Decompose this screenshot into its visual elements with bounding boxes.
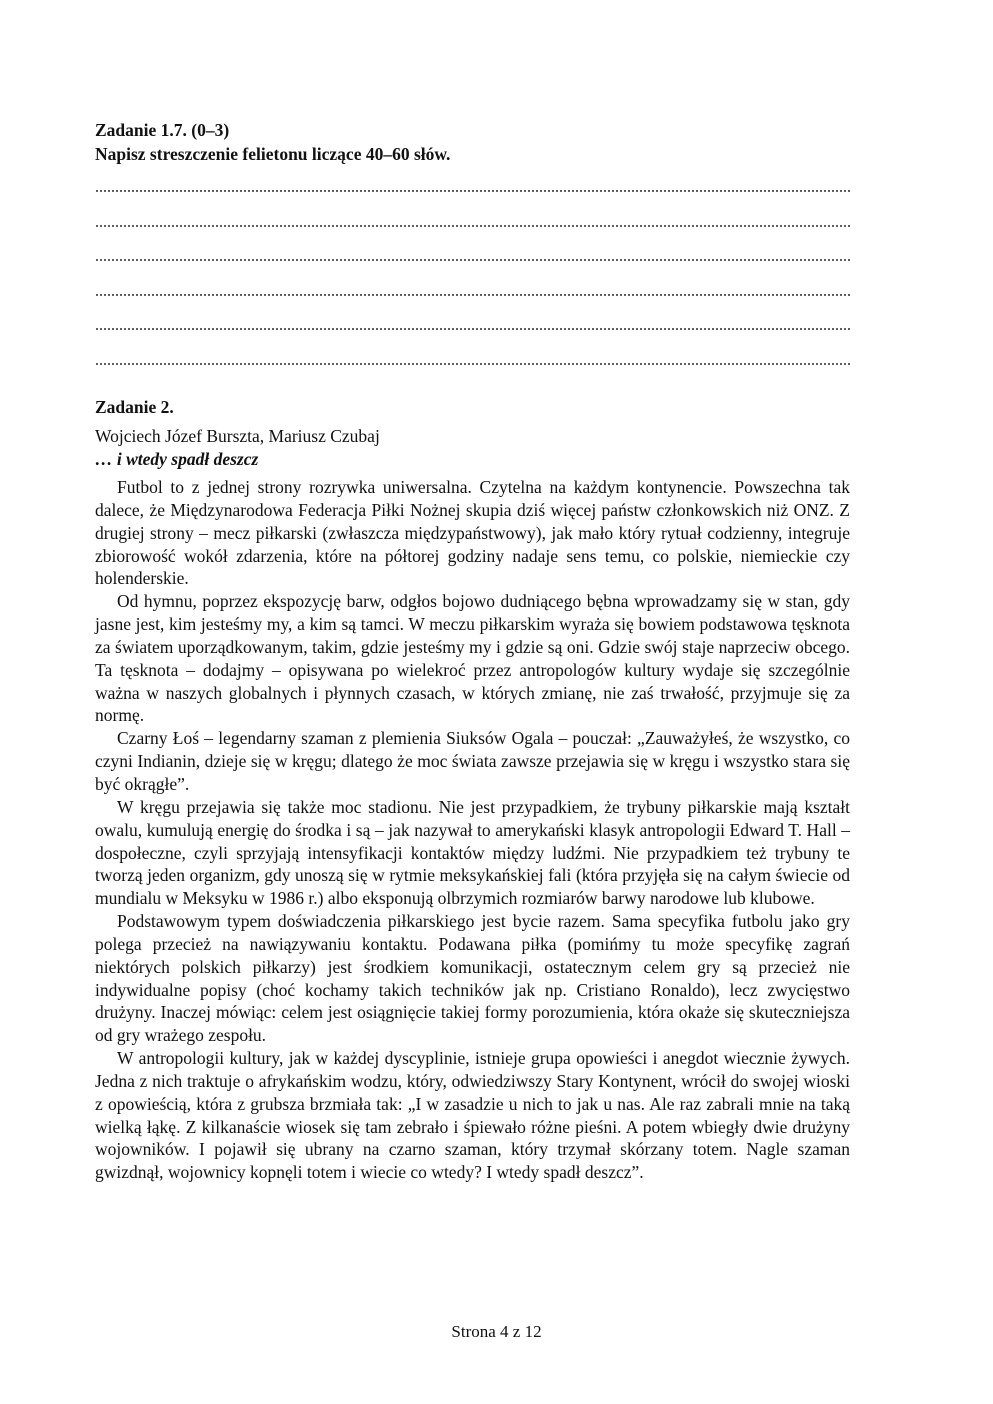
task-2-title: Zadanie 2. [95, 397, 174, 417]
article-paragraph-6: W antropologii kultury, jak w każdej dyscyplinie, istnieje grupa opowieści i anegdot wiecznie żywych. Jedna z nich traktuje o afrykańskim wodzu, który, odwiedziwszy Stary Kontynent, wrócił do swojej wioski z opowieścią, która z grubsza brzmiała tak: „I w zasadzie u nich to jak u nas. Ale raz zabrali mnie na taką wielką łąkę. Z kilkanaście wiosek się tam zebrało i śpiewało różne pieśni. A potem wbiegły dwie drużyny wojowników. I pojawił się ubrany na czarno szaman, który trzymał skórzany totem. Nagle szaman gwizdnął, wojownicy kopnęli totem i wiecie co wtedy? I wtedy spadł deszcz”. [95, 1048, 850, 1183]
answer-line-5[interactable] [95, 316, 850, 351]
answer-line-3[interactable] [95, 247, 850, 282]
task-1-7 [95, 118, 850, 166]
page-number: Strona 4 z 12 [451, 1322, 542, 1341]
task-2 [95, 395, 850, 1184]
answer-area[interactable] [95, 178, 850, 386]
article-paragraph-4: W kręgu przejawia się także moc stadionu. Nie jest przypadkiem, że trybuny piłkarskie mają kształt owalu, kumulują energię do środka i są – jak nazywał to amerykański klasyk antropologii Edward T. Hall – dospołeczne, czyli sprzyjają intensyfikacji kontaktów między ludźmi. Nie przypadkiem też trybuny te tworzą jeden organizm, gdy unoszą się w rytmie meksykańskiej fali (która przyjęła się na całym świecie od mundialu w Meksyku w 1986 r.) albo eksponują olbrzymich rozmiarów barwy narodowe lub klubowe. [95, 796, 850, 909]
answer-line-2[interactable] [95, 213, 850, 248]
answer-line-1[interactable] [95, 178, 850, 213]
article-paragraph-5: Podstawowym typem doświadczenia piłkarskiego jest bycie razem. Sama specyfika futbolu jako gry polega przecież na nawiązywaniu kontaktu. Podawana piłka (pomińmy tu może specyfikę zagrań niektórych polskich piłkarzy) jest środkiem komunikacji, ostatecznym celem gry są przecież nie indywidualne popisy (choć kochamy takich techników jak np. Cristiano Ronaldo), lecz zwycięstwo drużyny. Inaczej mówiąc: celem jest osiągnięcie takiej formy porozumienia, która okaże się skuteczniejsza od gry wrażego zespołu. [95, 911, 850, 1046]
article-paragraph-3: Czarny Łoś – legendarny szaman z plemienia Siuksów Ogala – pouczał: „Zauważyłeś, że wszystko, co czyni Indianin, dzieje się w kręgu; dlatego że moc świata zawsze przejawia się w kręgu i wszystko stara się być okrągłe”. [95, 728, 850, 794]
answer-line-4[interactable] [95, 282, 850, 317]
answer-line-6[interactable] [95, 351, 850, 386]
article-body [95, 476, 850, 1184]
article-authors: Wojciech Józef Burszta, Mariusz Czubaj [95, 426, 380, 446]
article-paragraph-2: Od hymnu, poprzez ekspozycję barw, odgłos bojowo dudniącego bębna wprowadzamy się w stan, gdy jasne jest, kim jesteśmy my, a kim są tamci. W meczu piłkarskim wyraża się bowiem podstawowa tęsknota za światem uporządkowanym, takim, gdzie jesteśmy my i gdzie są oni. Gdzie swój staje naprzeciw obcego. Ta tęsknota – dodajmy – opisywana po wielekroć przez antropologów kultury wydaje się szczególnie ważna w naszych globalnych i płynnych czasach, w których zmianę, nie zaś trwałość, przyjmuje się za normę. [95, 591, 850, 726]
task-1-7-title: Zadanie 1.7. (0–3) [95, 120, 230, 140]
article-title: … i wtedy spadł deszcz [95, 449, 259, 469]
article-paragraph-1: Futbol to z jednej strony rozrywka uniwersalna. Czytelna na każdym kontynencie. Powszechna tak dalece, że Międzynarodowa Federacja Piłki Nożnej skupia dziś więcej państw członkowskich niż ONZ. Z drugiej strony – mecz piłkarski (zwłaszcza międzypaństwowy), jak mało który rytuał codzienny, integruje zbiorowość wokół zdarzenia, które na półtorej godziny nadaje sens temu, co polskie, niemieckie czy holenderskie. [95, 477, 850, 589]
task-1-7-instruction: Napisz streszczenie felietonu liczące 40–60 słów. [95, 144, 451, 164]
